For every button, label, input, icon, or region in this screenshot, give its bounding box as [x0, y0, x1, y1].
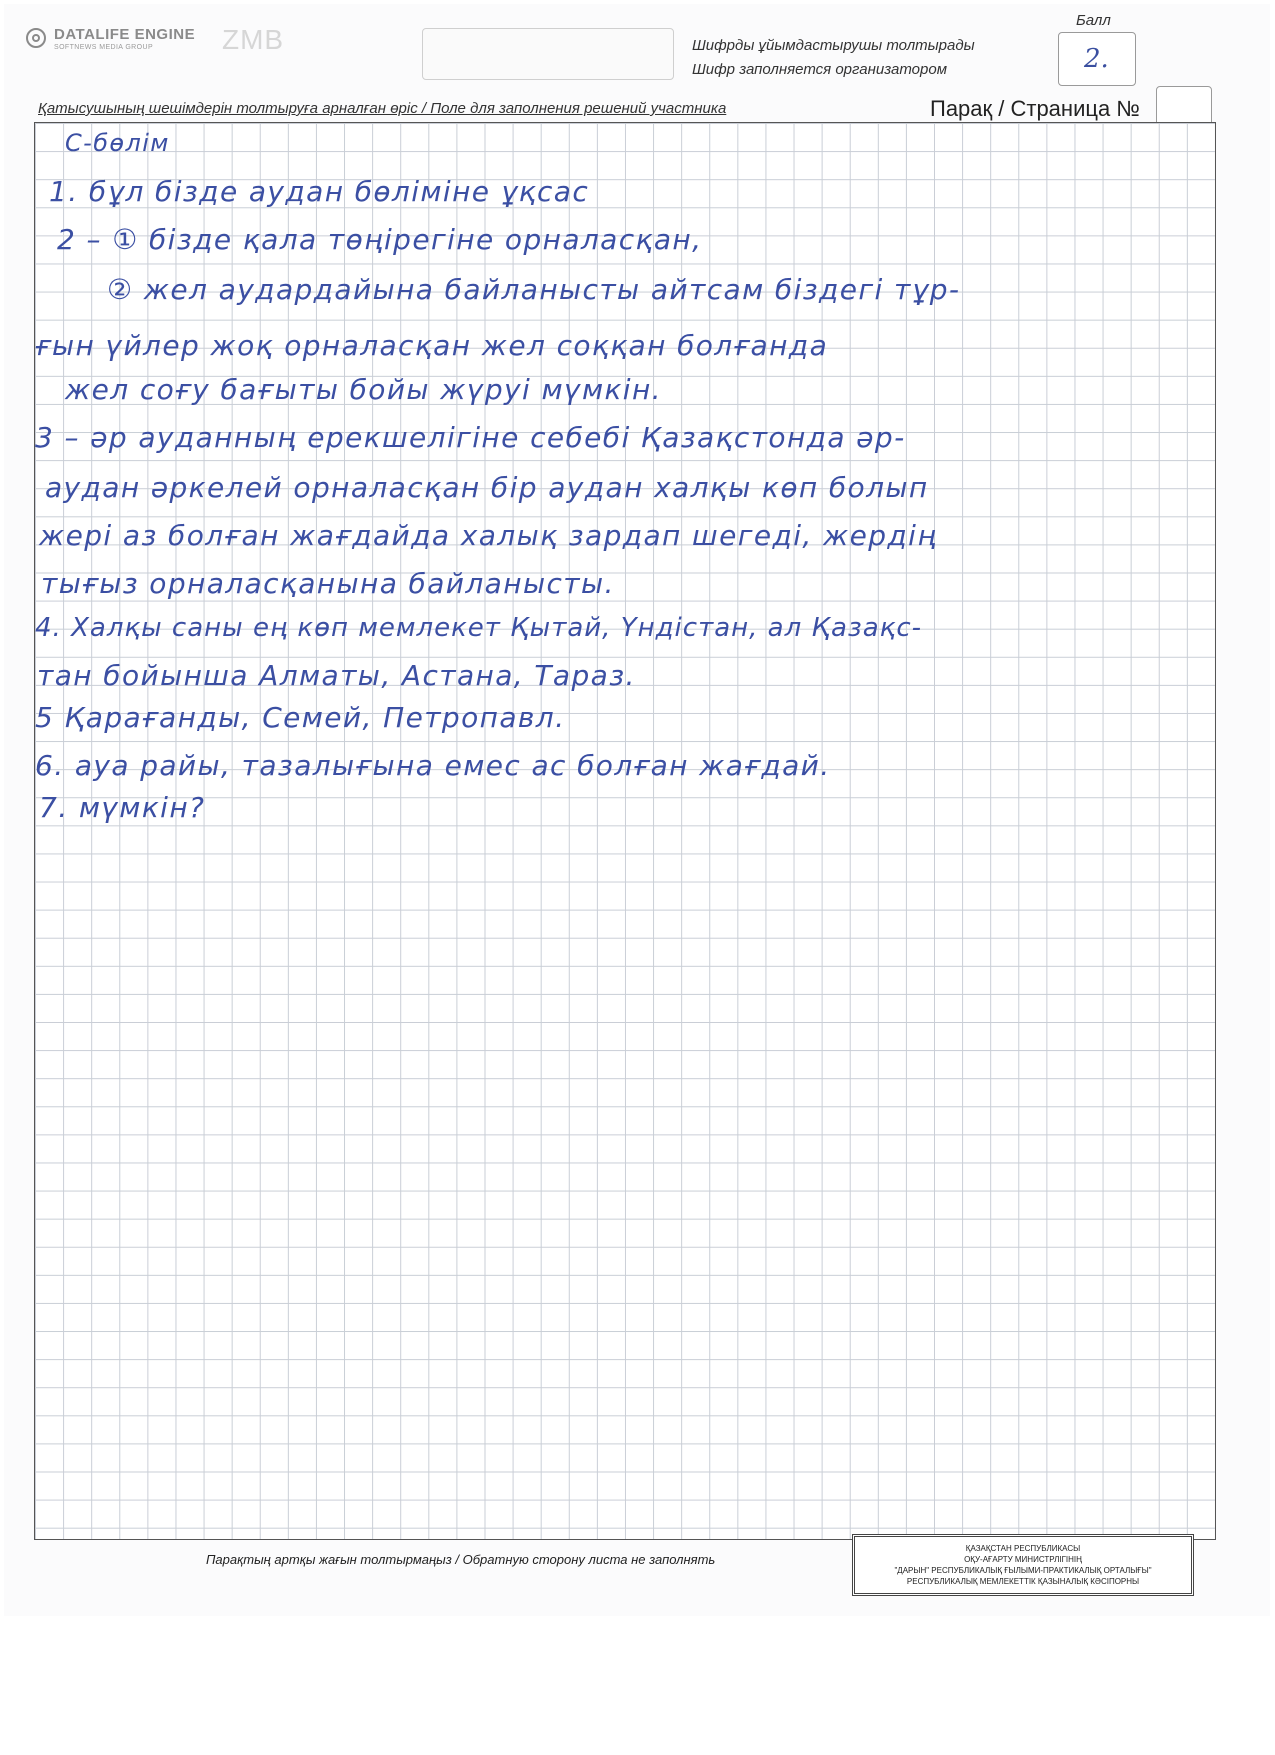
ministry-line: "ДАРЫН" РЕСПУБЛИКАЛЫҚ ҒЫЛЫМИ-ПРАКТИКАЛЫҚ ОРТАЛЫҒЫ"	[894, 1566, 1152, 1575]
logo-icon	[26, 28, 46, 48]
organizer-note-kz: Шифрды ұйымдастырушы толтырады	[692, 37, 975, 54]
page-label: Парақ / Страница №	[930, 96, 1140, 121]
field-label: Қатысушының шешімдерін толтыруға арналған өріс / Поле для заполнения решений участника	[38, 100, 727, 117]
answer-line: 7. мүмкін?	[39, 791, 206, 824]
ministry-line: РЕСПУБЛИКАЛЫҚ МЕМЛЕКЕТТІК ҚАЗЫНАЛЫҚ КӘСІПОРНЫ	[906, 1577, 1140, 1586]
answer-line: С-бөлім	[65, 129, 170, 157]
answer-line: тығыз орналасқанына байланысты.	[41, 567, 615, 600]
score-label: Балл	[1076, 12, 1111, 29]
answer-grid	[34, 122, 1216, 1540]
stamp-code: ZMB	[222, 24, 285, 55]
organizer-note	[692, 34, 975, 82]
answer-line: 5 Қарағанды, Семей, Петропавл.	[35, 701, 566, 734]
logo-subtitle: SOFTNEWS MEDIA GROUP	[54, 44, 154, 51]
answer-line: 2 – ① бізде қала төңірегіне орналасқан,	[57, 223, 703, 256]
answer-line: 4. Халқы саны ең көп мемлекет Қытай, Үндістан, ал Қазақс-	[35, 613, 923, 643]
answer-line: жері аз болған жағдайда халық зардап шегеді, жердің	[39, 519, 938, 552]
answer-line: ② жел аудардайына байланысты айтсам біздегі тұр-	[107, 273, 961, 306]
answer-line: ғын үйлер жоқ орналасқан жел соққан болғанда	[35, 329, 829, 362]
answer-line: тан бойынша Алматы, Астана, Тараз.	[37, 659, 636, 692]
answer-line: жел соғу бағыты бойы жүруі мүмкін.	[65, 373, 662, 406]
answer-line: 6. ауа райы, тазалығына емес ас болған жағдай.	[35, 749, 831, 782]
score-value: 2.	[1084, 44, 1109, 74]
watermark-logo	[26, 24, 216, 54]
ministry-stamp	[852, 1534, 1194, 1596]
footer-note: Парақтың артқы жағын толтырмаңыз / Обратную сторону листа не заполнять	[206, 1552, 716, 1567]
answer-sheet	[4, 4, 1270, 1616]
answer-line: 3 – әр ауданның ерекшелігіне себебі Қазақстонда әр-	[35, 421, 906, 454]
answer-line: 1. бұл бізде аудан бөліміне ұқсас	[49, 175, 590, 208]
field-header	[38, 96, 1218, 124]
logo-name: DATALIFE ENGINE	[54, 26, 196, 43]
ministry-line: ҚАЗАҚСТАН РЕСПУБЛИКАСЫ	[965, 1544, 1081, 1553]
ministry-line: ОҚУ-АҒАРТУ МИНИСТРЛІГІНІҢ	[964, 1555, 1082, 1564]
answer-line: аудан әркелей орналасқан бір аудан халқы көп болып	[45, 471, 929, 504]
organizer-note-ru: Шифр заполняется организатором	[692, 61, 947, 78]
cipher-box	[422, 28, 674, 80]
